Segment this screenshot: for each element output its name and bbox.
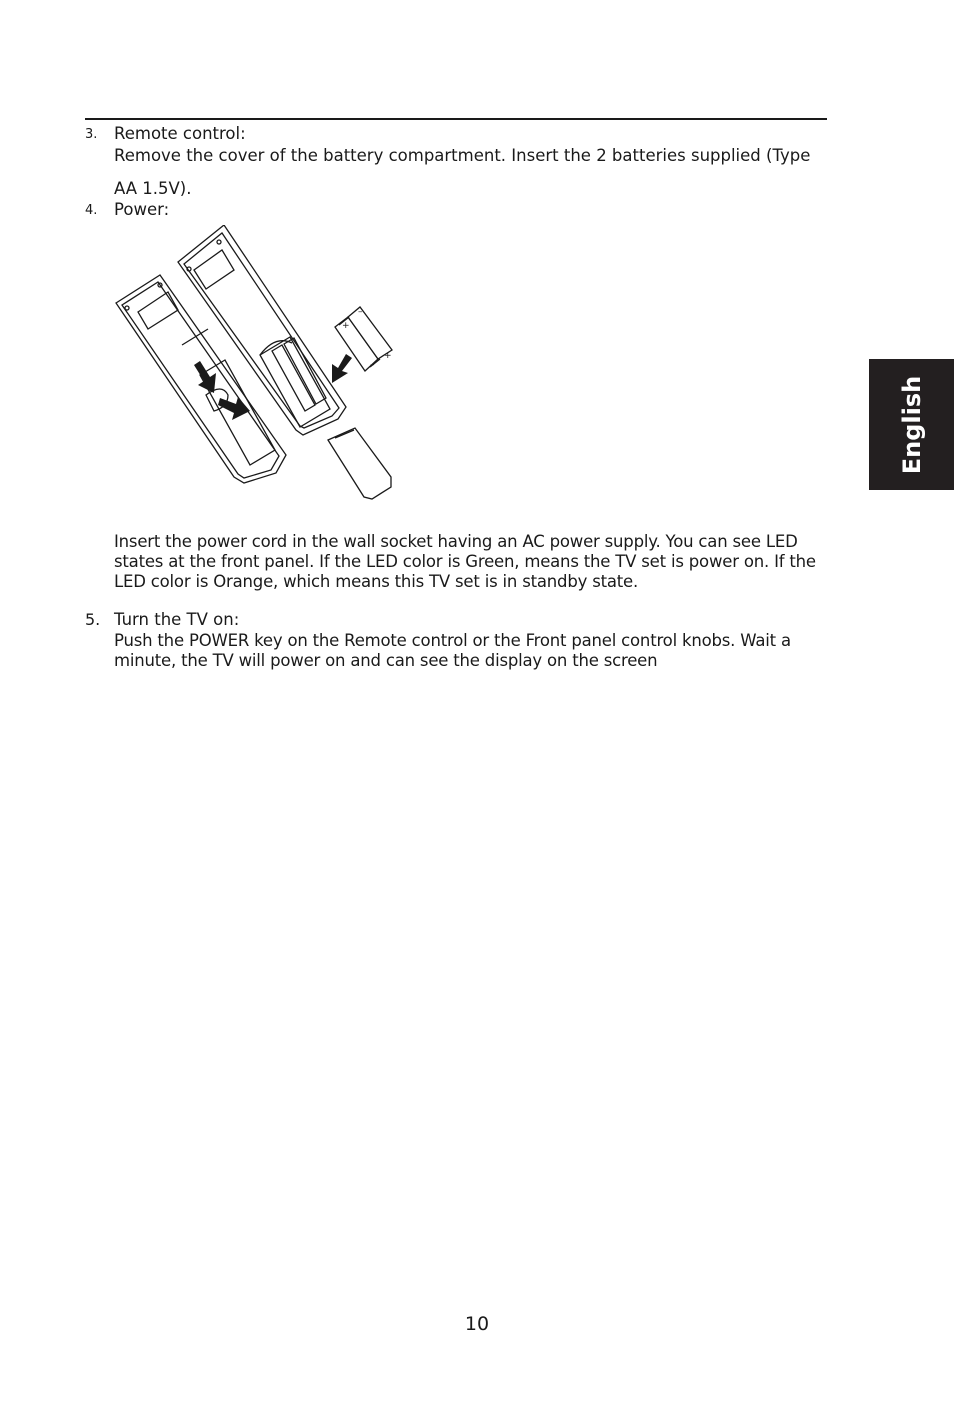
step-5-heading: Turn the TV on: <box>114 610 240 629</box>
step-3-heading: Remote control: <box>114 124 246 143</box>
step-4-paragraph <box>114 532 849 592</box>
step-3-text-line-2: AA 1.5V). <box>114 179 192 198</box>
step-4-line: states at the front panel. If the LED color is Green, means the TV set is power on. If the <box>114 552 816 571</box>
svg-text:–: – <box>370 360 375 370</box>
step-3-number: 3. <box>85 127 98 142</box>
remote-battery-illustration <box>110 225 410 505</box>
step-4-heading: Power: <box>114 200 170 219</box>
step-5-line: minute, the TV will power on and can see the display on the screen <box>114 651 658 670</box>
step-3-text-line-1: Remove the cover of the battery compartment. Insert the 2 batteries supplied (Type <box>114 146 811 165</box>
step-4-line: Insert the power cord in the wall socket having an AC power supply. You can see LED <box>114 532 798 551</box>
arrow-down-left-icon <box>332 354 352 383</box>
svg-text:+: + <box>384 351 392 361</box>
battery-cover <box>328 428 391 499</box>
svg-text:+: + <box>342 321 350 331</box>
step-5-line: Push the POWER key on the Remote control or the Front panel control knobs. Wait a <box>114 631 791 650</box>
page-number: 10 <box>464 1313 490 1335</box>
svg-text:–: – <box>358 307 363 317</box>
step-5-number: 5. <box>85 610 101 629</box>
step-4-number: 4. <box>85 203 98 218</box>
top-rule <box>85 118 827 120</box>
step-5-paragraph <box>114 631 849 671</box>
step-4-line: LED color is Orange, which means this TV set is in standby state. <box>114 572 639 591</box>
language-tab-label: English <box>897 375 926 474</box>
language-tab <box>869 359 954 490</box>
